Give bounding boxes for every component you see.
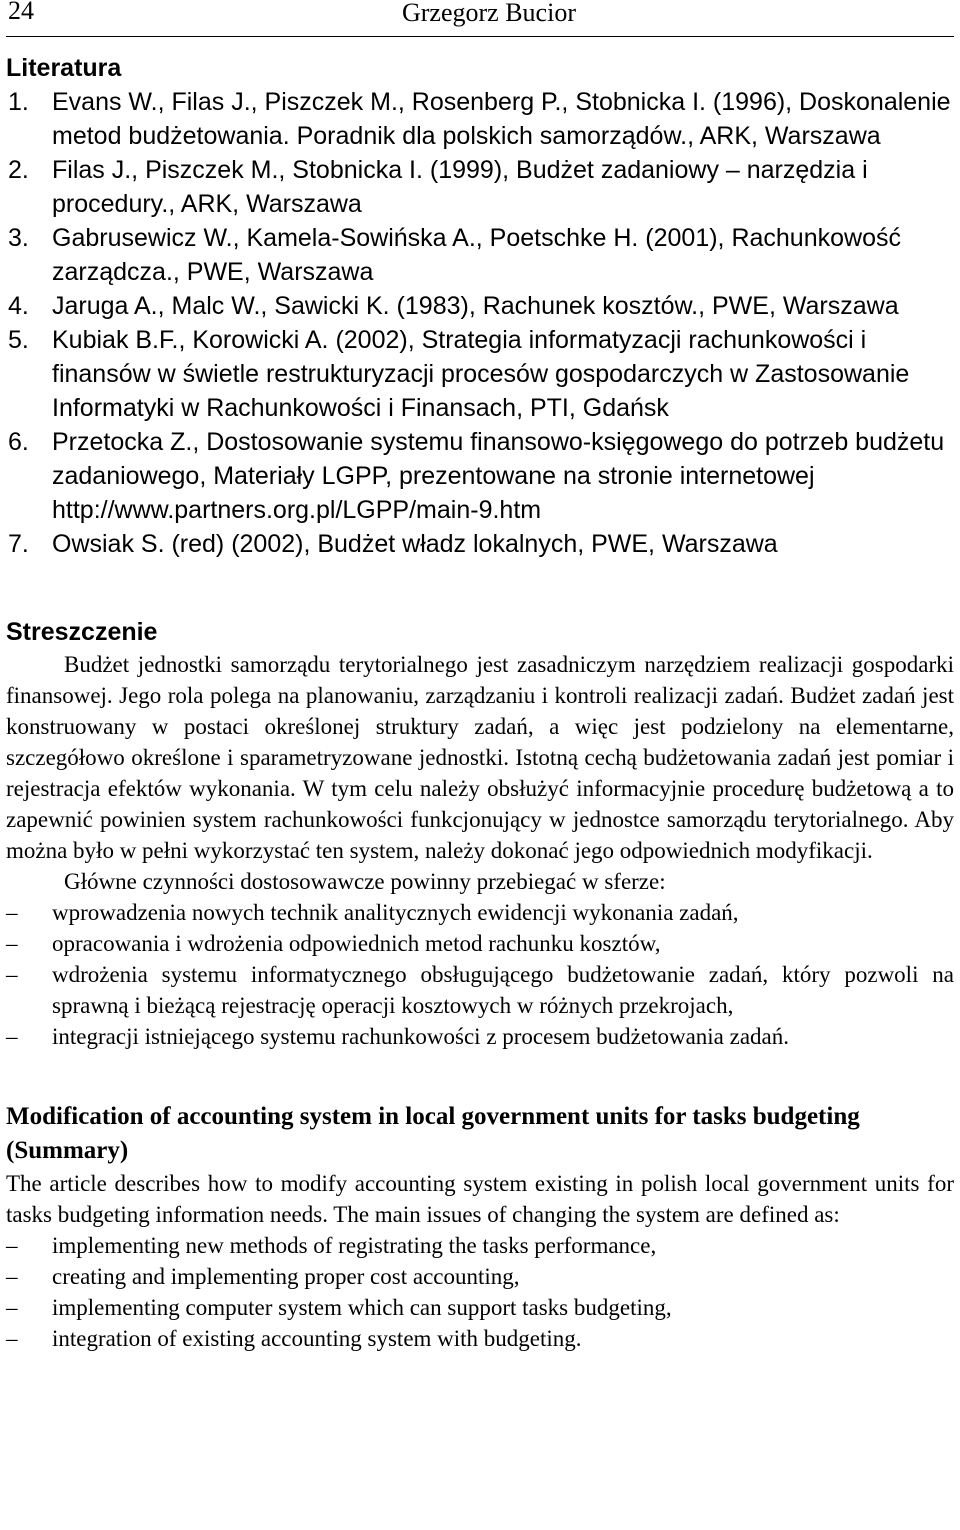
reference-number: 2. [8,156,29,184]
streszczenie-paragraph-2: Główne czynności dostosowawcze powinny przebiegać w sferze: [64,869,666,894]
streszczenie-paragraph-1: Budżet jednostki samorządu terytorialnego jest zasadniczym narzędziem realizacji gospodarki finansowej. Jego rola polega na planowaniu, zarządzaniu i kontroli realizacji zadań. Budżet zadań jest konstruowany w postaci określonej struktury zadań, a więc jest podzielony na elementarne, szczegółowo określone i sparametryzowane jednostki. Istotną cechą budżetowania zadań jest pomiar i rejestracja efektów wykonania. W tym celu należy obsłużyć informacyjnie procedurę budżetową a to zapewnić powinien system rachunkowości funkcjonujący w jednostce samorządu terytorialnego. Aby można było w pełni wykorzystać ten system, należy dokonać jego odpowiednich modyfikacji. [6,652,954,863]
reference-text: Owsiak S. (red) (2002), Budżet władz lokalnych, PWE, Warszawa [52,530,778,558]
dash-bullet: – [6,1233,18,1258]
list-item [6,1230,954,1261]
list-item-text: integracji istniejącego systemu rachunkowości z procesem budżetowania zadań. [52,1024,789,1049]
list-item [6,1323,954,1354]
reference-list [6,85,954,561]
running-header [6,0,954,37]
reference-item [6,85,954,153]
list-item [6,897,954,928]
reference-item [6,527,954,561]
list-item [6,1261,954,1292]
dash-bullet: – [6,1295,18,1320]
reference-number: 5. [8,326,29,354]
dash-bullet: – [6,1264,18,1289]
reference-text: Jaruga A., Malc W., Sawicki K. (1983), Rachunek kosztów., PWE, Warszawa [52,292,899,320]
list-item [6,959,954,1021]
running-author: Grzegorz Bucior [402,0,576,27]
list-item-text: implementing computer system which can support tasks budgeting, [52,1295,672,1320]
streszczenie-heading: Streszczenie [6,618,158,646]
summary-list [6,1230,954,1354]
reference-item [6,323,954,425]
dash-bullet: – [6,931,18,956]
list-item-text: opracowania i wdrożenia odpowiednich metod rachunku kosztów, [52,931,661,956]
reference-item [6,153,954,221]
streszczenie-list [6,897,954,1052]
reference-item [6,221,954,289]
reference-text: Kubiak B.F., Korowicki A. (2002), Strategia informatyzacji rachunkowości i finansów w świetle restrukturyzacji procesów gospodarczych w Zastosowanie Informatyki w Rachunkowości i Finansach, PTI, Gdańsk [52,326,910,422]
dash-bullet: – [6,1024,18,1049]
reference-text: Przetocka Z., Dostosowanie systemu finansowo-księgowego do potrzeb budżetu zadaniowego, Materiały LGPP, prezentowane na stronie internetowej http://www.partners.org.pl/LGPP/main-9.htm [52,428,945,524]
reference-number: 6. [8,428,29,456]
list-item [6,1292,954,1323]
list-item-text: implementing new methods of registrating the tasks performance, [52,1233,657,1258]
list-item [6,1021,954,1052]
reference-number: 1. [8,88,29,116]
reference-number: 7. [8,530,29,558]
dash-bullet: – [6,962,18,987]
reference-number: 3. [8,224,29,252]
summary-heading: Modification of accounting system in local government units for tasks budgeting (Summary) [6,1103,860,1164]
summary-paragraph: The article describes how to modify accounting system existing in polish local government units for tasks budgeting information needs. The main issues of changing the system are defined as: [6,1171,954,1227]
reference-text: Gabrusewicz W., Kamela-Sowińska A., Poetschke H. (2001), Rachunkowość zarządcza., PWE, Warszawa [52,224,901,286]
list-item-text: creating and implementing proper cost accounting, [52,1264,520,1289]
dash-bullet: – [6,1326,18,1351]
list-item [6,928,954,959]
list-item-text: wprowadzenia nowych technik analitycznych ewidencji wykonania zadań, [52,900,739,925]
reference-text: Evans W., Filas J., Piszczek M., Rosenberg P., Stobnicka I. (1996), Doskonalenie metod budżetowania. Poradnik dla polskich samorządów., ARK, Warszawa [52,88,951,150]
reference-item [6,425,954,527]
dash-bullet: – [6,900,18,925]
reference-text: Filas J., Piszczek M., Stobnicka I. (1999), Budżet zadaniowy – narzędzia i procedury., ARK, Warszawa [52,156,868,218]
list-item-text: wdrożenia systemu informatycznego obsługującego budżetowanie zadań, który pozwoli na sprawną i bieżącą rejestrację operacji kosztowych w różnych przekrojach, [52,962,954,1018]
literature-heading: Literatura [6,54,122,82]
reference-item [6,289,954,323]
page-number: 24 [8,0,34,25]
reference-number: 4. [8,292,29,320]
list-item-text: integration of existing accounting system with budgeting. [52,1326,582,1351]
